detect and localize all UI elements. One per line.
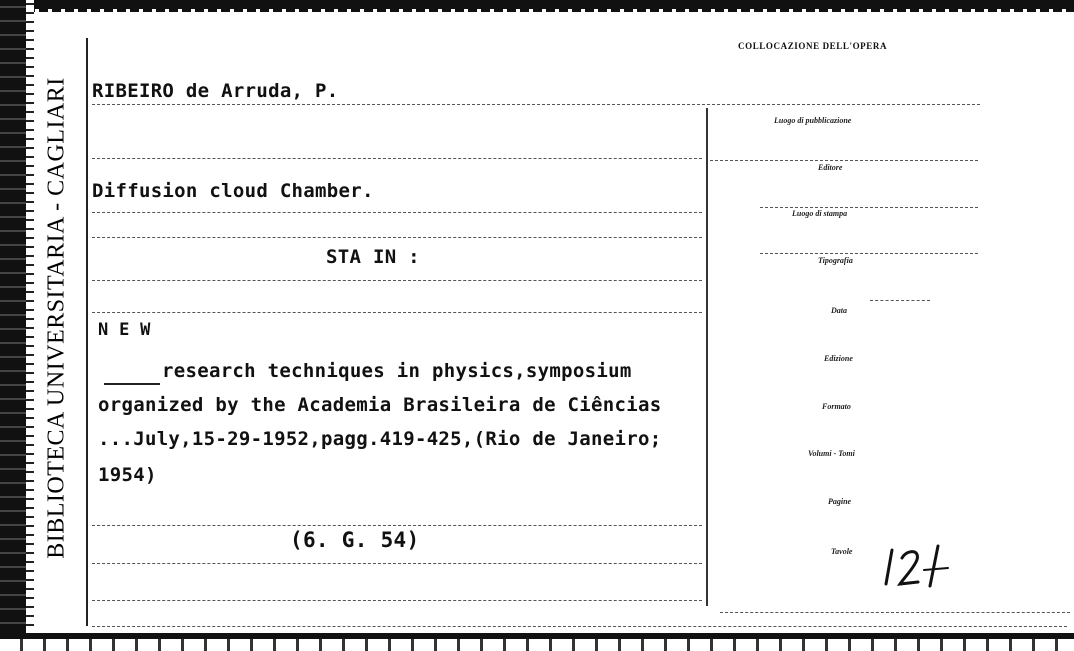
author: RIBEIRO de Arruda, P. [92, 80, 339, 102]
field-rule [710, 160, 978, 161]
library-stamp: BIBLIOTECA UNIVERSITARIA - CAGLIARI [43, 77, 70, 559]
publication-line: organized by the Academia Brasileira de Ciências [98, 394, 662, 416]
field-rule [760, 207, 978, 208]
publication-line: research techniques in physics,symposium [162, 360, 632, 382]
blank-underline [104, 383, 160, 385]
bottom-scan-edge-dots [0, 639, 1074, 651]
field-label: Tipografia [818, 256, 853, 265]
top-scan-edge [0, 0, 1074, 9]
shelfmark: (6. G. 54) [290, 528, 420, 552]
field-rule [760, 253, 978, 254]
publication-line: 1954) [98, 464, 157, 486]
field-label: Edizione [824, 354, 853, 363]
rule-line [92, 237, 702, 238]
field-label: Tavole [831, 547, 853, 556]
field-label: Editore [818, 163, 843, 172]
column-divider [706, 108, 708, 606]
field-label: Formato [822, 402, 851, 411]
rule-line [92, 212, 702, 213]
rule-line [92, 626, 1067, 627]
rule-line [92, 104, 980, 105]
rule-line [92, 280, 702, 281]
rule-line [92, 158, 702, 159]
title: Diffusion cloud Chamber. [92, 180, 374, 202]
publication-line: N E W [98, 320, 151, 340]
field-rule [870, 300, 930, 301]
rule-line [92, 525, 702, 526]
left-scan-edge [0, 0, 26, 651]
top-scan-edge-dots [0, 9, 1074, 12]
field-label: Volumi - Tomi [808, 449, 855, 458]
margin-line [86, 38, 88, 626]
sta-in: STA IN : [326, 246, 420, 268]
rule-line [720, 612, 1070, 613]
publication-line: ...July,15-29-1952,pagg.419-425,(Rio de Janeiro; [98, 428, 662, 450]
field-label: Luogo di pubblicazione [774, 116, 852, 125]
rule-line [92, 312, 702, 313]
collocazione-header: COLLOCAZIONE DELL'OPERA [738, 41, 888, 51]
rule-line [92, 600, 702, 601]
field-label: Luogo di stampa [792, 209, 848, 218]
left-scan-edge-dots [26, 0, 34, 651]
rule-line [92, 563, 702, 564]
handwritten-number [878, 540, 958, 590]
field-label: Pagine [828, 497, 852, 506]
field-label: Data [831, 306, 847, 315]
